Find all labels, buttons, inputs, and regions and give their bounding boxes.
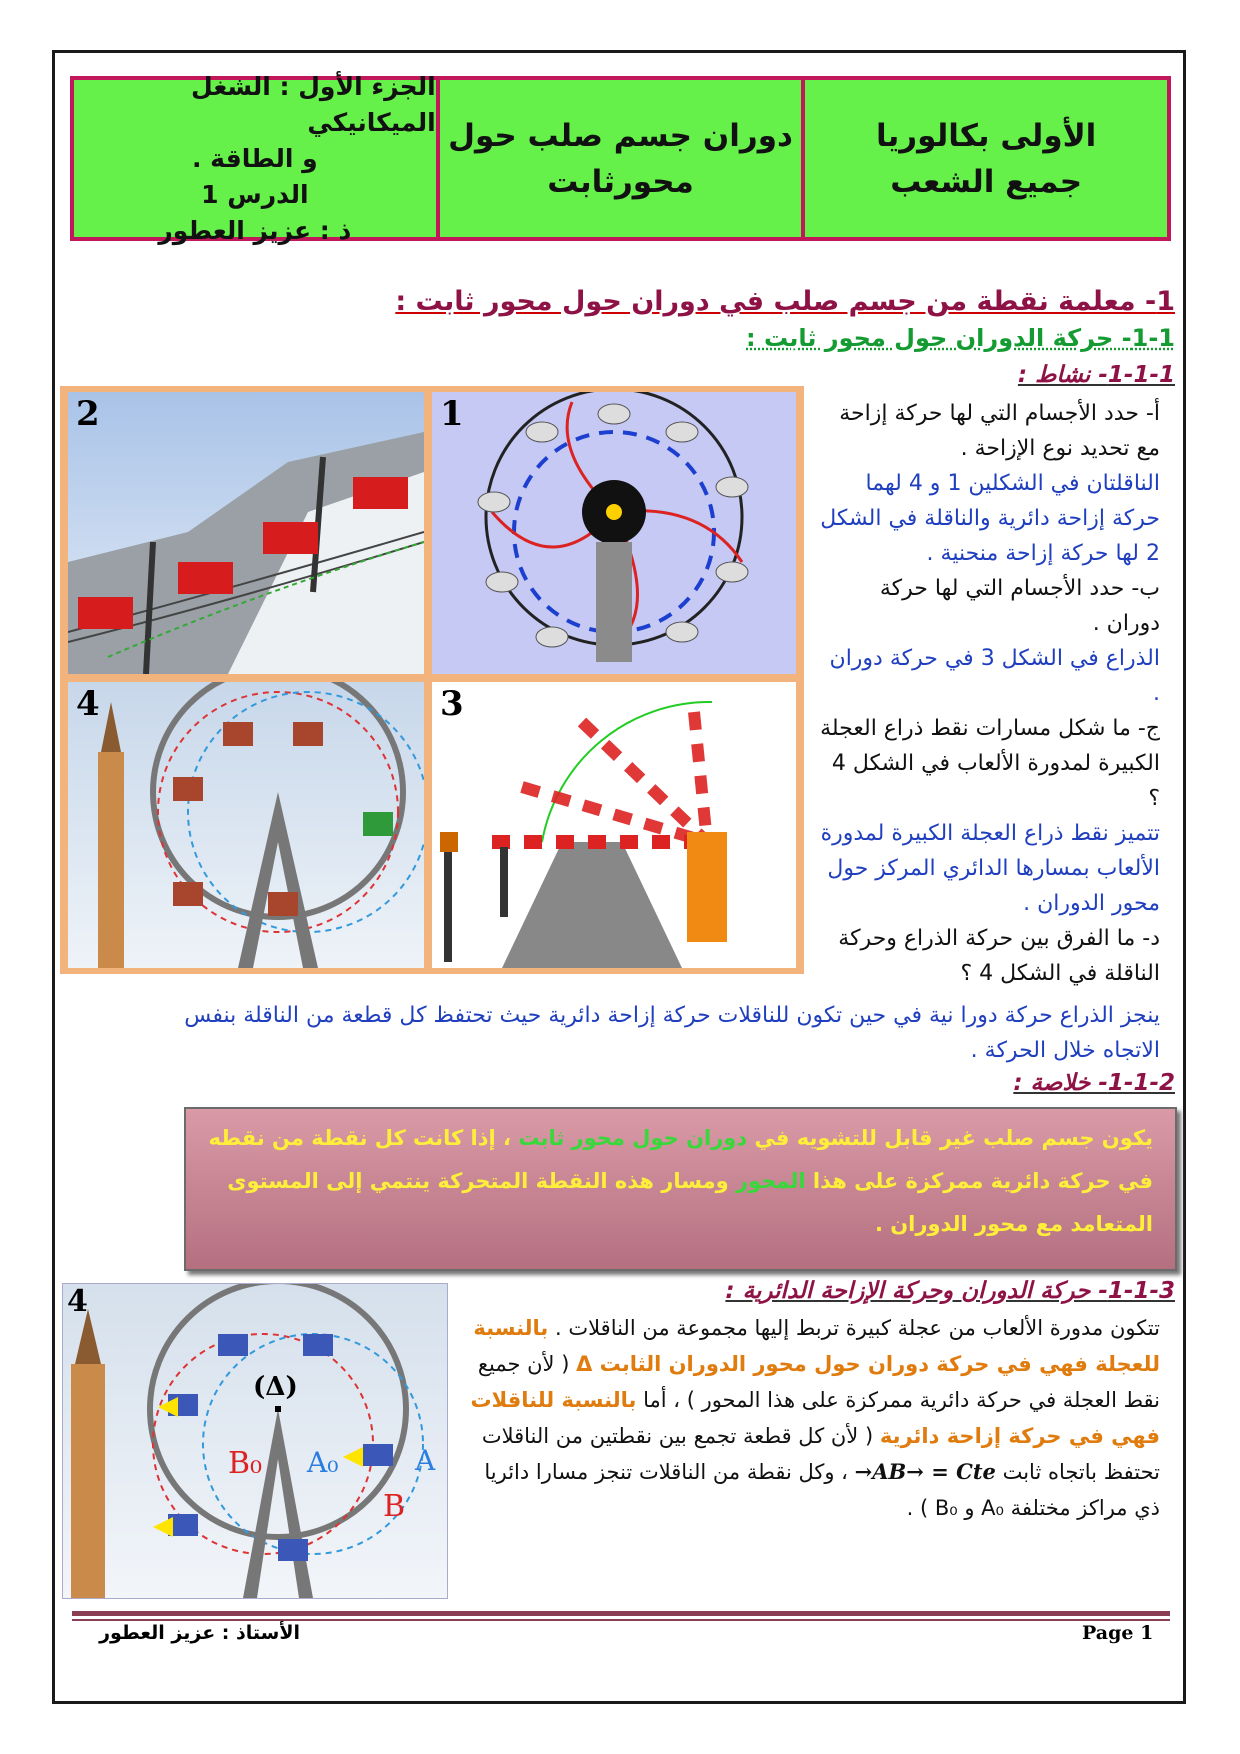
figures-grid (60, 386, 804, 974)
sub3-line3: ( لأن كل قطعة تجمع بين نقطتين من الناقلات تحتفظ باتجاه ثابت (481, 1424, 1160, 1484)
footer-page-number: Page 1 (1082, 1622, 1154, 1644)
sub3-line2: ( لأن جميع نقط العجلة في حركة دائرية ممركزة على هذا المحور ) ، أما (477, 1352, 1160, 1412)
summary-part2: ، إذا كانت كل نقطة من نقطه في حركة دائرية ممركزة على هذا (208, 1126, 1153, 1193)
figure-4-number: 4 (76, 684, 100, 724)
figure-2-number: 2 (76, 394, 100, 434)
label-B: B (383, 1489, 406, 1524)
header-level-line1: الأولى بكالوريا (876, 117, 1097, 154)
label-A: A (415, 1444, 436, 1477)
footer-author: الأستاذ : عزيز العطور (99, 1622, 300, 1644)
sub3-highlight2: بالنسبة للناقلات فهي في حركة إزاحة دائرية (470, 1388, 1160, 1448)
label-delta: (Δ) (253, 1372, 298, 1402)
answer-d: ينجز الذراع حركة دورا نية في حين تكون للناقلات حركة إزاحة دائرية حيث تحتفظ كل قطعة من الناقلة بنفس الاتجاه خلال الحركة . (184, 1003, 1160, 1063)
header-part-line4: ذ : عزيز العطور (158, 215, 352, 245)
sub3-formula: AB→ = Cte→ (854, 1459, 996, 1484)
header-level-cell (801, 80, 1167, 237)
figure-4-detailed (62, 1283, 448, 1599)
answer-b: الذراع في الشكل 3 في حركة دوران . (829, 646, 1160, 706)
header-table (70, 71, 1171, 245)
summary-highlight1: دوران حول محور ثابت (518, 1126, 748, 1150)
figure-2-cable-car (68, 392, 424, 674)
footer-rule-thin (72, 1619, 1170, 1621)
question-c: ج- ما شكل مسارات نقط ذراع العجلة الكبيرة لمدورة الألعاب في الشكل 4 ؟ (820, 716, 1160, 811)
header-part-line1: الجزء الأول : الشغل الميكانيكي (191, 71, 436, 137)
sub3-line1: تتكون مدورة الألعاب من عجلة كبيرة تربط إليها مجموعة من الناقلات . (555, 1316, 1160, 1340)
barrier-illustration (432, 682, 796, 968)
answer-c: تتميز نقط ذراع العجلة الكبيرة لمدورة الألعاب بمسارها الدائري المركز حول محور الدوران . (820, 821, 1160, 916)
question-d: د- ما الفرق بين حركة الذراع وحركة الناقلة في الشكل 4 ؟ (838, 926, 1160, 986)
header-title-line1: دوران جسم صلب حول (448, 117, 793, 154)
figure-3-number: 3 (440, 684, 464, 724)
cable-car-illustration (68, 392, 424, 674)
header-part-cell (74, 71, 436, 245)
activity-title: 1-1-1- نشاط : (1017, 362, 1175, 388)
header-part-line2: و الطاقة . (191, 143, 318, 173)
ferris-wheel-detailed-illustration (63, 1284, 447, 1598)
footer-rule-thick (72, 1611, 1170, 1616)
sub3-line4: ، وكل نقطة من الناقلات تنجز مسارا دائريا ذي مراكز مختلفة A₀ و B₀ ) . (484, 1460, 1160, 1520)
header-part-line3: الدرس 1 (201, 179, 309, 209)
summary-part1: يكون جسم صلب غير قابل للتشويه في (754, 1126, 1153, 1150)
summary-text (208, 1117, 1153, 1246)
summary-part3: ومسار هذه النقطة المتحركة ينتمي إلى المستوى المتعامد مع محور الدوران . (227, 1169, 1153, 1236)
section-title: 1- معلمة نقطة من جسم صلب في دوران حول محور ثابت : (395, 286, 1175, 317)
figure-4-ferris-wheel (68, 682, 424, 968)
answer-a: الناقلتان في الشكلين 1 و 4 لهما حركة إزاحة دائرية والناقلة في الشكل 2 لها حركة إزاحة منحنية . (820, 471, 1160, 566)
figure-1-wheel (432, 392, 796, 674)
question-a: أ- حدد الأجسام التي لها حركة إزاحة مع تحديد نوع الإزاحة . (839, 401, 1160, 461)
header-level-line2: جميع الشعب (890, 163, 1083, 200)
sub3-highlight1: بالنسبة للعجلة فهي في حركة دوران حول محور الدوران الثابت Δ (473, 1316, 1160, 1376)
figure-5-number: 4 (67, 1284, 88, 1319)
label-B0: B₀ (228, 1446, 263, 1481)
label-A0: A₀ (307, 1446, 339, 1479)
figure-1-number: 1 (440, 394, 464, 434)
subsection-3-title: 1-1-3- حركة الدوران وحركة الإزاحة الدائرية : (725, 1278, 1175, 1304)
activity-text (820, 396, 1160, 991)
summary-title: 1-1-2- خلاصة : (1013, 1070, 1175, 1096)
header-title-line2: محورثابت (547, 163, 694, 200)
summary-box (184, 1107, 1177, 1271)
summary-highlight2: المحور (736, 1169, 806, 1193)
header-title-cell (436, 80, 802, 237)
wheel-illustration (432, 392, 796, 674)
subsection-title: 1-1- حركة الدوران حول محور ثابت : (746, 324, 1175, 352)
ferris-wheel-illustration (68, 682, 424, 968)
subsection-3-text (460, 1310, 1160, 1526)
figure-3-barrier (432, 682, 796, 968)
question-b: ب- حدد الأجسام التي لها حركة دوران . (879, 576, 1160, 636)
